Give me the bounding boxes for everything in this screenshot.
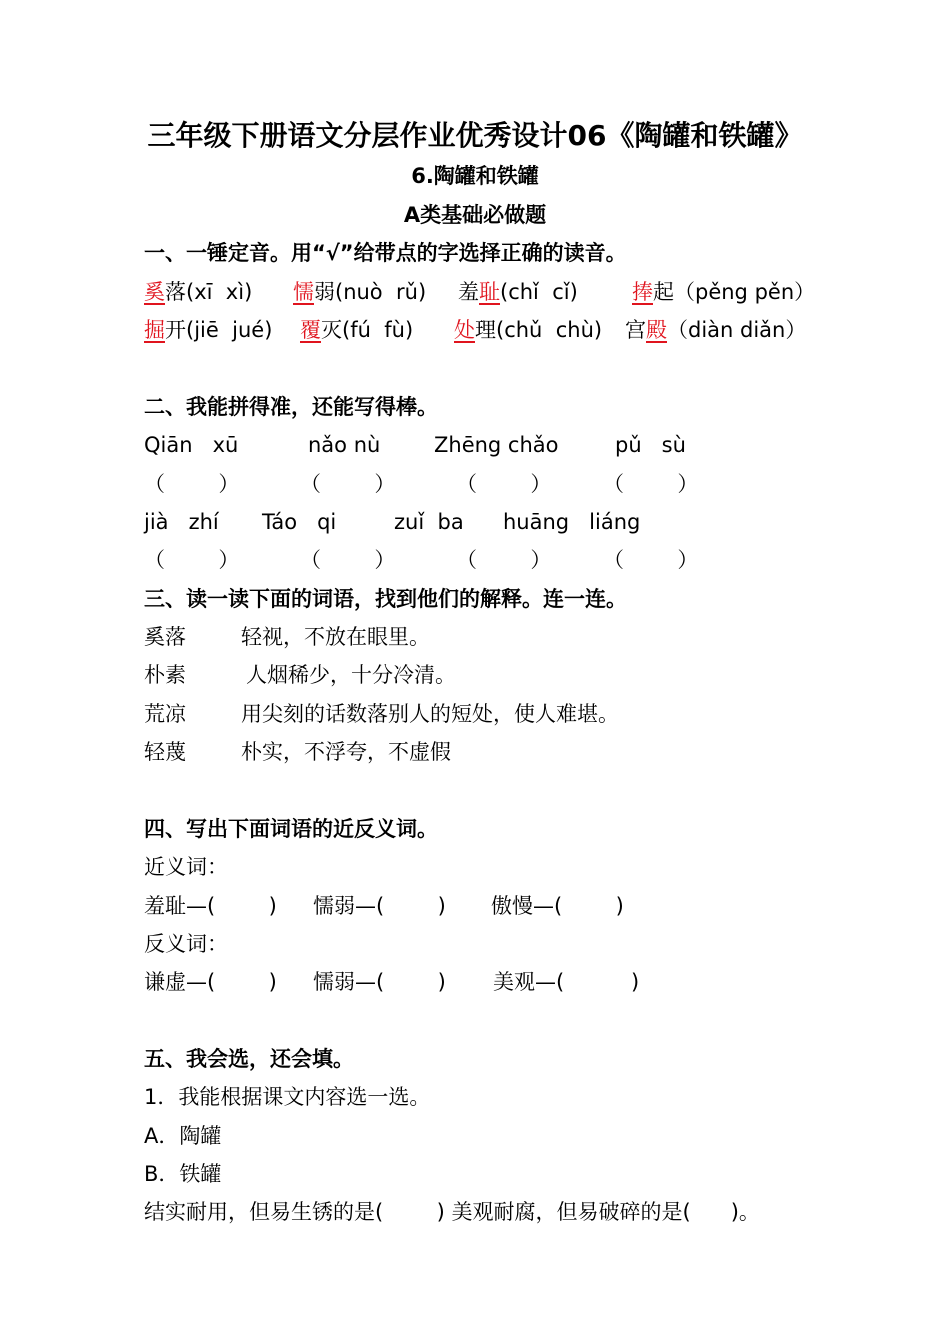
q1-heading: 一、一锤定音。用“√”给带点的字选择正确的读音。 [144,241,627,265]
q2-pinyin-3: Zhēng chǎo [434,433,559,457]
q1-item-8 [625,316,806,344]
dotted-char: 处 [454,318,475,342]
q2-pinyin-5: jià zhí [144,510,219,534]
item-text: 开(jiē jué) [165,318,273,342]
q5-option-a[interactable]: A．陶罐 [144,1124,222,1148]
q4-antonym-label: 反义词： [144,932,228,956]
q4-antonym-2[interactable]: 懦弱—( ) [313,970,446,994]
q2-pinyin-1: Qiān xū [144,433,239,457]
document-subtitle: 6.陶罐和铁罐 [411,164,539,188]
q5-heading: 五、我会选，还会填。 [144,1047,354,1071]
q3-word-3[interactable]: 荒凉 [144,702,186,726]
q2-blank-1[interactable]: （ ） [144,472,240,496]
q2-pinyin-4: pǔ sù [615,433,686,457]
q4-antonym-1[interactable]: 谦虚—( ) [144,970,277,994]
q1-item-3 [458,278,578,306]
q3-word-4[interactable]: 轻蔑 [144,740,186,764]
q1-item-1 [144,278,252,306]
q5-fill-sentence[interactable]: 结实耐用，但易生锈的是( ) 美观耐腐，但易破碎的是( )。 [144,1200,760,1224]
q2-blank-6[interactable]: （ ） [300,548,396,572]
q4-antonym-3[interactable]: 美观—( ) [493,970,640,994]
q3-meaning-3[interactable]: 用尖刻的话数落别人的短处，使人难堪。 [241,702,619,726]
document-title: 三年级下册语文分层作业优秀设计06《陶罐和铁罐》 [147,119,803,152]
item-text: （diàn diǎn） [667,318,807,342]
section-a-title: A类基础必做题 [403,203,547,227]
q2-pinyin-8: huāng liáng [503,510,641,534]
q3-word-2[interactable]: 朴素 [144,663,186,687]
item-text: 起（pěng pěn） [653,280,816,304]
item-prefix: 宫 [625,318,646,342]
dotted-char: 殿 [646,318,667,342]
item-text: 落(xī xì) [165,280,253,304]
q2-pinyin-6: Táo qi [262,510,337,534]
q5-item-1: 1．我能根据课文内容选一选。 [144,1085,431,1109]
q1-item-6 [300,316,413,344]
q1-item-4 [632,278,815,306]
q2-blank-3[interactable]: （ ） [456,472,552,496]
q1-item-7 [454,316,602,344]
item-prefix: 羞 [458,280,479,304]
q2-blank-7[interactable]: （ ） [456,548,552,572]
item-text: 灭(fú fù) [321,318,414,342]
dotted-char: 奚 [144,280,165,304]
q5-option-b[interactable]: B．铁罐 [144,1162,222,1186]
dotted-char: 覆 [300,318,321,342]
q2-pinyin-2: nǎo nù [308,433,381,457]
q2-blank-2[interactable]: （ ） [300,472,396,496]
q4-synonym-label: 近义词： [144,855,228,879]
q2-heading: 二、我能拼得准，还能写得棒。 [144,395,438,419]
q4-heading: 四、写出下面词语的近反义词。 [144,817,438,841]
dotted-char: 捧 [632,280,653,304]
q1-item-2 [293,278,426,306]
q4-synonym-3[interactable]: 傲慢—( ) [491,894,624,918]
q3-meaning-4[interactable]: 朴实，不浮夸，不虚假 [241,740,451,764]
q3-word-1[interactable]: 奚落 [144,625,186,649]
q3-meaning-1[interactable]: 轻视，不放在眼里。 [241,625,430,649]
q2-pinyin-7: zuǐ ba [394,510,464,534]
q1-item-5 [144,316,272,344]
item-text: 弱(nuò rǔ) [314,280,427,304]
q2-blank-4[interactable]: （ ） [603,472,699,496]
dotted-char: 掘 [144,318,165,342]
q2-blank-8[interactable]: （ ） [603,548,699,572]
item-text: 理(chǔ chù) [475,318,603,342]
q4-synonym-2[interactable]: 懦弱—( ) [313,894,446,918]
dotted-char: 懦 [293,280,314,304]
item-text: (chǐ cǐ) [500,280,578,304]
q3-heading: 三、读一读下面的词语，找到他们的解释。连一连。 [144,587,627,611]
q2-blank-5[interactable]: （ ） [144,548,240,572]
dotted-char: 耻 [479,280,500,304]
q4-synonym-1[interactable]: 羞耻—( ) [144,894,277,918]
q3-meaning-2[interactable]: 人烟稀少，十分冷清。 [246,663,456,687]
